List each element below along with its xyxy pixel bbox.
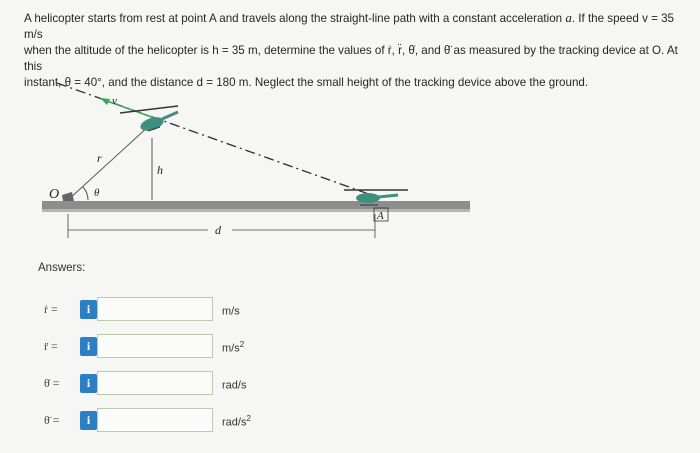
answer-var-label: r̈ = xyxy=(44,339,58,353)
acceleration-symbol: a xyxy=(565,10,572,25)
problem-line-1b: . If the speed v = 35 m/s xyxy=(24,12,675,41)
answer-unit xyxy=(222,377,246,392)
info-icon[interactable]: i xyxy=(80,300,97,319)
answer-input-r-ddot[interactable] xyxy=(97,334,213,358)
unit-sup: 2 xyxy=(239,340,245,349)
problem-line-1a: A helicopter starts from rest at point A and travels along the straight-line path with a constant acceleration xyxy=(24,12,566,25)
problem-line-3: instant, θ = 40°, and the distance d = 180 m. Neglect the small height of the tracking device above the ground. xyxy=(24,76,589,89)
unit-text: m/s xyxy=(222,305,240,318)
label-o: O xyxy=(49,187,60,202)
label-d: d xyxy=(215,223,221,237)
problem-line-2: when the altitude of the helicopter is h = 35 m, determine the values of ṙ, r̈, θ̇, and θ̈ as measured by the tracking device at O. At this xyxy=(24,44,678,73)
answer-row-r-dot xyxy=(0,297,700,323)
info-icon[interactable]: i xyxy=(80,411,97,430)
label-a: A xyxy=(377,210,384,222)
answers-heading: Answers: xyxy=(38,262,86,274)
answer-var-label: θ̇ = xyxy=(44,376,60,390)
r-line xyxy=(68,125,150,200)
answer-row-theta-dot xyxy=(0,371,700,397)
ground-shadow xyxy=(42,209,470,212)
answer-unit xyxy=(222,340,244,355)
label-theta: θ xyxy=(94,187,100,199)
answer-input-r-dot[interactable] xyxy=(97,297,213,321)
answer-row-theta-ddot xyxy=(0,408,700,434)
info-icon[interactable]: i xyxy=(80,337,97,356)
unit-text: rad/s xyxy=(222,379,247,392)
unit-text: m/s xyxy=(222,342,240,355)
unit-sup: 2 xyxy=(246,414,251,423)
label-v: v xyxy=(112,95,117,107)
theta-arc xyxy=(83,187,88,200)
answer-input-theta-dot[interactable] xyxy=(97,371,213,395)
answer-var-label: θ̈ = xyxy=(44,413,60,427)
answer-row-r-ddot xyxy=(0,334,700,360)
answer-unit xyxy=(222,414,251,429)
ground xyxy=(42,201,470,209)
answer-var-label: ṙ = xyxy=(44,302,58,316)
velocity-arrowhead xyxy=(100,98,110,105)
answer-unit xyxy=(222,303,240,318)
tracking-device xyxy=(62,192,74,201)
label-r: r xyxy=(97,151,102,165)
info-icon[interactable]: i xyxy=(80,374,97,393)
answer-input-theta-ddot[interactable] xyxy=(97,408,213,432)
helicopter-flying-icon xyxy=(120,106,178,133)
label-h: h xyxy=(157,163,163,177)
unit-text: rad/s xyxy=(222,416,247,429)
